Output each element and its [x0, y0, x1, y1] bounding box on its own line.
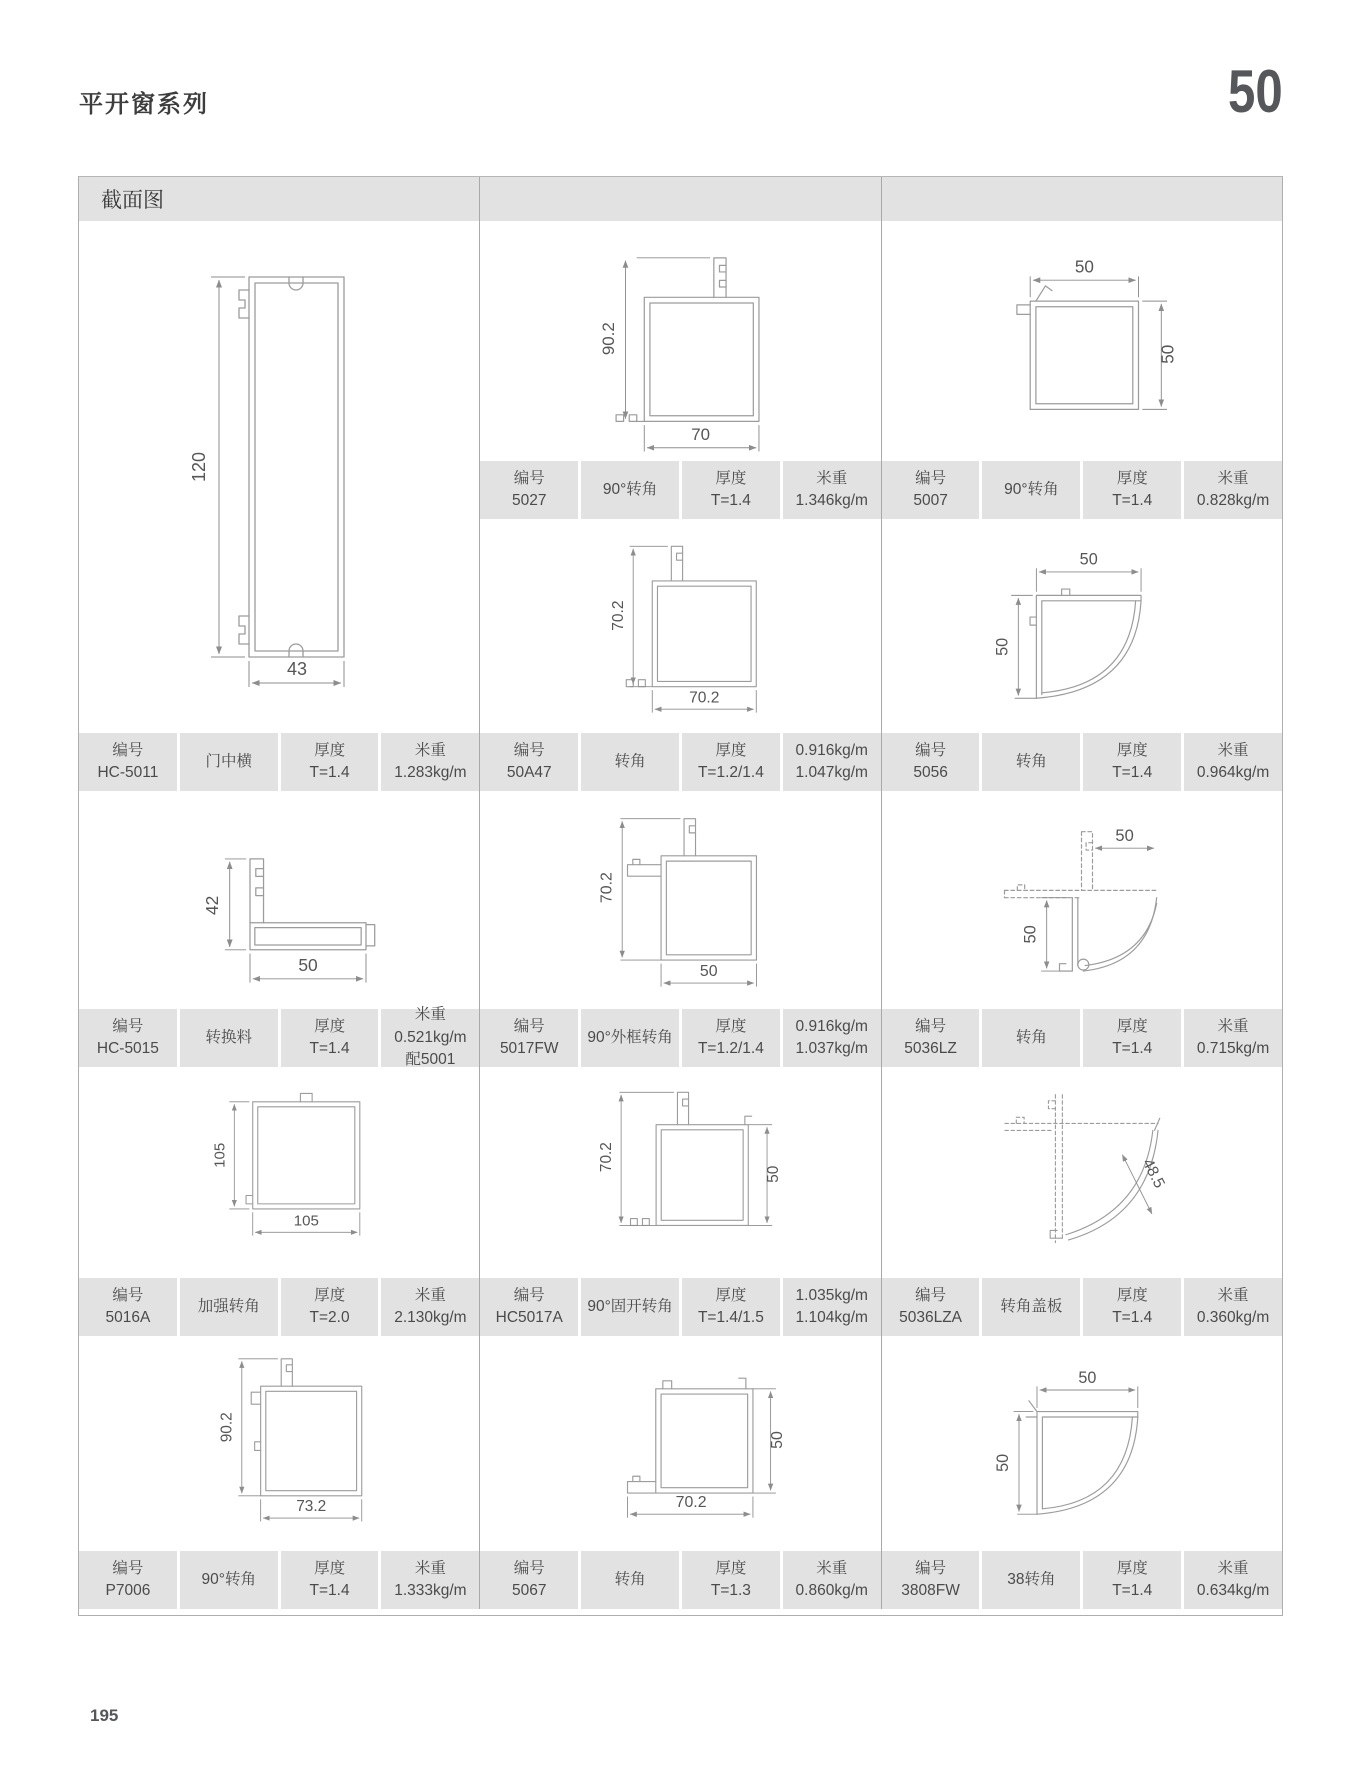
- spec-weight-cell: [1184, 733, 1282, 791]
- spec-code-cell: [480, 733, 578, 791]
- spec-cell-line: 编号: [112, 1286, 144, 1304]
- spec-name-cell: [180, 1278, 278, 1336]
- table-body: [79, 221, 1282, 1615]
- spec-cell-line: 1.035kg/m: [795, 1286, 868, 1304]
- dim-label-right: 50: [769, 1430, 787, 1449]
- profile-cell-5056: [882, 519, 1282, 791]
- spec-thickness-cell: [682, 461, 780, 519]
- spec-cell-line: 编号: [513, 741, 545, 759]
- spec-thickness-cell: [1083, 461, 1181, 519]
- spec-cell-line: HC-5015: [96, 1040, 159, 1057]
- spec-cell-line: 90°转角: [201, 1570, 256, 1588]
- profile-cell-HC5017A: [480, 1067, 880, 1336]
- spec-strip: [480, 1551, 880, 1609]
- spec-code-cell: [882, 1278, 980, 1336]
- spec-strip: [882, 733, 1282, 791]
- spec-cell-line: 厚度: [715, 1559, 747, 1577]
- spec-cell-line: 5056: [913, 764, 948, 781]
- dim-label-left: 70.2: [610, 600, 628, 631]
- dim-label-top: 50: [1115, 826, 1135, 845]
- spec-cell-line: HC-5011: [97, 764, 159, 781]
- profile-drawing-svg: [947, 1354, 1217, 1534]
- spec-cell-line: 0.964kg/m: [1196, 764, 1270, 781]
- profile-cell-P7006: [79, 1336, 479, 1609]
- spec-cell-line: 编号: [513, 1017, 545, 1035]
- spec-cell-line: 编号: [915, 1286, 947, 1304]
- spec-cell-line: 50A47: [506, 764, 552, 781]
- spec-strip: [79, 1006, 479, 1069]
- spec-weight-cell: [1184, 1278, 1282, 1336]
- profile-drawing-svg: [154, 1070, 405, 1275]
- spec-strip: [480, 733, 880, 791]
- spec-cell-line: 编号: [112, 1559, 144, 1577]
- dim-label-left: 90.2: [218, 1411, 236, 1442]
- spec-cell-line: 5036LZA: [899, 1309, 963, 1326]
- spec-name-cell: [581, 1009, 679, 1067]
- spec-cell-line: 编号: [915, 741, 947, 759]
- table-header-band: [79, 177, 1282, 221]
- spec-cell-line: 2.130kg/m: [394, 1309, 467, 1326]
- spec-cell-line: 0.360kg/m: [1196, 1309, 1270, 1326]
- profile-cell-3808FW: [882, 1336, 1282, 1609]
- profile-drawing-svg: [548, 794, 813, 1006]
- spec-cell-line: 厚度: [314, 1559, 346, 1577]
- spec-weight-cell: [381, 1551, 479, 1609]
- spec-cell-line: 38转角: [1007, 1570, 1056, 1588]
- spec-name-cell: [982, 461, 1080, 519]
- spec-cell-line: 厚度: [1116, 469, 1148, 487]
- dim-label-left: 50: [1021, 925, 1040, 944]
- profile-drawing-svg: [129, 242, 429, 712]
- spec-cell-line: T=1.4: [1112, 1040, 1153, 1057]
- spec-weight-cell: [381, 733, 479, 791]
- spec-thickness-cell: [682, 733, 780, 791]
- spec-cell-line: 5027: [512, 492, 547, 509]
- spec-cell-line: P7006: [105, 1582, 151, 1599]
- spec-cell-line: 编号: [513, 1286, 545, 1304]
- spec-name-cell: [581, 733, 679, 791]
- profile-drawing: [882, 519, 1282, 733]
- spec-cell-line: 0.916kg/m: [795, 1017, 868, 1035]
- spec-cell-line: 米重: [816, 469, 848, 487]
- spec-cell-line: T=2.0: [309, 1309, 350, 1326]
- spec-code-cell: [79, 1009, 177, 1067]
- column-1: [79, 221, 479, 1609]
- spec-cell-line: 编号: [513, 469, 545, 487]
- profile-drawing-svg: [134, 799, 424, 1002]
- profile-drawing: [79, 1336, 479, 1551]
- spec-thickness-cell: [281, 1009, 379, 1067]
- profile-cell-5016A: [79, 1067, 479, 1336]
- column-2: [479, 221, 880, 1609]
- spec-code-cell: [882, 461, 980, 519]
- spec-cell-line: 米重: [1217, 469, 1249, 487]
- spec-weight-cell: [381, 1278, 479, 1336]
- spec-cell-line: HC5017A: [495, 1309, 563, 1326]
- spec-cell-line: 厚度: [715, 1017, 747, 1035]
- section-header-empty: [881, 177, 1282, 221]
- spec-cell-line: 转角: [614, 1570, 646, 1588]
- spec-name-cell: [982, 1551, 1080, 1609]
- spec-strip: [79, 1278, 479, 1336]
- spec-cell-line: T=1.4: [1112, 1309, 1153, 1326]
- dim-label-left: 70.2: [598, 872, 616, 904]
- spec-cell-line: T=1.4: [309, 1040, 350, 1057]
- spec-cell-line: 1.333kg/m: [394, 1582, 467, 1599]
- profile-cell-5017FW: [480, 791, 880, 1067]
- spec-cell-line: 编号: [915, 469, 947, 487]
- dim-label-bottom: 43: [287, 659, 308, 679]
- spec-cell-line: 米重: [816, 1559, 848, 1577]
- spec-code-cell: [882, 733, 980, 791]
- spec-name-cell: [180, 1009, 278, 1067]
- spec-cell-line: 米重: [1217, 741, 1249, 759]
- spec-name-cell: [180, 733, 278, 791]
- profile-cell-5027: [480, 221, 880, 519]
- spec-cell-line: 5067: [512, 1582, 547, 1599]
- spec-cell-line: 1.346kg/m: [795, 492, 868, 509]
- spec-name-cell: [982, 1009, 1080, 1067]
- spec-cell-line: T=1.4: [1112, 764, 1153, 781]
- spec-cell-line: 1.104kg/m: [795, 1309, 868, 1326]
- column-3: [881, 221, 1282, 1609]
- profile-cell-5007: [882, 221, 1282, 519]
- dim-label-left: 120: [189, 451, 210, 483]
- spec-strip: [882, 461, 1282, 519]
- profile-drawing: [480, 519, 880, 733]
- spec-cell-line: 厚度: [1116, 741, 1148, 759]
- profile-drawing: [79, 221, 479, 733]
- spec-cell-line: 厚度: [715, 1286, 747, 1304]
- dim-label-bottom: 50: [699, 962, 718, 980]
- spec-code-cell: [79, 1278, 177, 1336]
- spec-code-cell: [79, 1551, 177, 1609]
- spec-weight-cell: [1184, 461, 1282, 519]
- dim-label-right: 50: [1158, 344, 1178, 364]
- spec-thickness-cell: [1083, 1551, 1181, 1609]
- spec-thickness-cell: [281, 1551, 379, 1609]
- spec-cell-line: 0.634kg/m: [1196, 1582, 1270, 1599]
- spec-cell-line: 90°外框转角: [587, 1028, 673, 1046]
- spec-cell-line: 编号: [513, 1559, 545, 1577]
- spec-cell-line: 厚度: [715, 469, 747, 487]
- spec-cell-line: 米重0.521kg/m: [394, 1006, 467, 1046]
- profile-cell-5036LZ: [882, 791, 1282, 1067]
- page-number: 195: [90, 1706, 119, 1725]
- profile-drawing: [882, 221, 1282, 461]
- spec-thickness-cell: [1083, 733, 1181, 791]
- profile-cell-HC-5015: [79, 791, 479, 1067]
- dim-label-bottom: 70: [691, 424, 711, 444]
- spec-code-cell: [480, 1009, 578, 1067]
- spec-name-cell: [982, 1278, 1080, 1336]
- spec-strip: [882, 1009, 1282, 1067]
- profile-drawing-svg: [548, 1340, 813, 1548]
- spec-cell-line: 0.715kg/m: [1196, 1040, 1270, 1057]
- profile-drawing: [480, 1336, 880, 1551]
- dim-label-left: 42: [202, 895, 223, 915]
- spec-cell-line: 厚度: [314, 1286, 346, 1304]
- spec-cell-line: T=1.4: [710, 492, 751, 509]
- spec-weight-cell: [783, 1278, 881, 1336]
- spec-cell-line: 配5001: [405, 1051, 456, 1069]
- profile-drawing-svg: [151, 1339, 408, 1549]
- spec-cell-line: 米重: [1217, 1017, 1249, 1035]
- spec-name-cell: [982, 733, 1080, 791]
- spec-cell-line: T=1.2/1.4: [697, 1040, 764, 1057]
- spec-thickness-cell: [682, 1009, 780, 1067]
- spec-cell-line: 转角盖板: [1000, 1297, 1063, 1315]
- spec-thickness-cell: [1083, 1278, 1181, 1336]
- spec-weight-cell: [783, 733, 881, 791]
- spec-cell-line: 0.916kg/m: [795, 741, 868, 759]
- spec-cell-line: 3808FW: [901, 1582, 960, 1599]
- spec-cell-line: T=1.4: [309, 1582, 350, 1599]
- dim-label-top: 50: [1075, 257, 1095, 277]
- spec-cell-line: 编号: [915, 1559, 947, 1577]
- spec-cell-line: 门中横: [205, 752, 252, 770]
- spec-code-cell: [480, 1278, 578, 1336]
- profile-drawing: [882, 791, 1282, 1009]
- spec-name-cell: [581, 1278, 679, 1336]
- dim-label-top: 50: [1080, 550, 1099, 569]
- spec-thickness-cell: [281, 1278, 379, 1336]
- spec-cell-line: 厚度: [715, 741, 747, 759]
- spec-strip: [480, 1278, 880, 1336]
- spec-thickness-cell: [682, 1551, 780, 1609]
- section-header-empty: [479, 177, 880, 221]
- page-badge: 50: [1228, 58, 1283, 125]
- spec-cell-line: 米重: [414, 1559, 446, 1577]
- spec-cell-line: 厚度: [1116, 1559, 1148, 1577]
- spec-strip: [480, 461, 880, 519]
- series-title: 平开窗系列: [79, 91, 209, 118]
- profile-drawing-svg: [539, 224, 821, 459]
- spec-cell-line: T=1.4/1.5: [697, 1309, 764, 1326]
- spec-code-cell: [480, 461, 578, 519]
- profile-drawing: [480, 791, 880, 1009]
- spec-cell-line: 1.047kg/m: [795, 764, 868, 781]
- dim-label-top: 50: [1078, 1368, 1097, 1387]
- spec-cell-line: 5016A: [105, 1309, 151, 1326]
- spec-cell-line: 5036LZ: [904, 1040, 957, 1057]
- spec-cell-line: 厚度: [1116, 1017, 1148, 1035]
- spec-cell-line: 厚度: [314, 1017, 346, 1035]
- dim-label-bottom: 73.2: [295, 1497, 326, 1515]
- profile-drawing: [480, 221, 880, 461]
- dim-label-left: 90.2: [599, 321, 619, 355]
- profile-cell-HC-5011: [79, 221, 479, 791]
- spec-weight-cell: [381, 1006, 479, 1069]
- spec-thickness-cell: [682, 1278, 780, 1336]
- spec-cell-line: 转角: [614, 752, 646, 770]
- spec-cell-line: 5017FW: [499, 1040, 559, 1057]
- spec-name-cell: [581, 1551, 679, 1609]
- spec-cell-line: T=1.3: [710, 1582, 751, 1599]
- spec-code-cell: [882, 1009, 980, 1067]
- profile-drawing-svg: [939, 246, 1224, 436]
- spec-name-cell: [581, 461, 679, 519]
- spec-cell-line: 转换料: [205, 1028, 252, 1046]
- spec-cell-line: 1.037kg/m: [795, 1040, 868, 1057]
- spec-code-cell: [480, 1551, 578, 1609]
- dim-label-left: 70.2: [598, 1142, 616, 1173]
- spec-cell-line: 米重: [414, 1286, 446, 1304]
- spec-cell-line: 1.283kg/m: [394, 764, 467, 781]
- profile-drawing: [882, 1336, 1282, 1551]
- spec-code-cell: [882, 1551, 980, 1609]
- spec-cell-line: T=1.4: [1112, 1582, 1153, 1599]
- profile-drawing-svg: [951, 1073, 1212, 1273]
- profile-drawing-svg: [944, 806, 1219, 994]
- spec-cell-line: T=1.2/1.4: [697, 764, 764, 781]
- dim-label-left: 50: [994, 1453, 1013, 1472]
- spec-cell-line: 转角: [1015, 752, 1047, 770]
- profile-cell-50A47: [480, 519, 880, 791]
- spec-cell-line: 0.828kg/m: [1196, 492, 1270, 509]
- spec-cell-line: 米重: [1217, 1286, 1249, 1304]
- spec-strip: [79, 733, 479, 791]
- spec-cell-line: 厚度: [1116, 1286, 1148, 1304]
- dim-label-left: 105: [210, 1142, 228, 1168]
- profile-drawing-svg: [946, 534, 1217, 719]
- spec-weight-cell: [783, 461, 881, 519]
- dim-label-bottom: 70.2: [689, 689, 720, 707]
- profile-drawing: [480, 1067, 880, 1278]
- spec-strip: [480, 1009, 880, 1067]
- dim-label-bottom: 105: [293, 1212, 319, 1230]
- spec-cell-line: 米重: [414, 741, 446, 759]
- spec-name-cell: [180, 1551, 278, 1609]
- spec-cell-line: 90°固开转角: [587, 1297, 673, 1315]
- spec-strip: [882, 1278, 1282, 1336]
- spec-strip: [79, 1551, 479, 1609]
- profile-cell-5036LZA: [882, 1067, 1282, 1336]
- spec-weight-cell: [783, 1009, 881, 1067]
- spec-cell-line: 转角: [1015, 1028, 1047, 1046]
- spec-cell-line: T=1.4: [1112, 492, 1153, 509]
- spec-cell-line: 5007: [913, 492, 948, 509]
- dim-label-bottom: 50: [298, 954, 318, 975]
- profile-table: [78, 176, 1283, 1616]
- spec-cell-line: 编号: [915, 1017, 947, 1035]
- spec-cell-line: 编号: [112, 741, 144, 759]
- spec-cell-line: 90°转角: [1004, 480, 1059, 498]
- page-header: [79, 58, 1283, 125]
- spec-cell-line: 90°转角: [602, 480, 658, 498]
- dim-label-right: 50: [765, 1165, 783, 1183]
- spec-weight-cell: [783, 1551, 881, 1609]
- spec-thickness-cell: [281, 733, 379, 791]
- profile-drawing: [882, 1067, 1282, 1278]
- dim-label-diagonal: 48.5: [1139, 1155, 1169, 1191]
- spec-thickness-cell: [1083, 1009, 1181, 1067]
- profile-drawing-svg: [552, 1070, 808, 1275]
- dim-label-bottom: 70.2: [675, 1493, 707, 1511]
- spec-strip: [882, 1551, 1282, 1609]
- dim-label-left: 50: [993, 637, 1012, 656]
- profile-drawing: [79, 1067, 479, 1278]
- spec-code-cell: [79, 733, 177, 791]
- section-header-label: 截面图: [101, 189, 164, 212]
- spec-cell-line: T=1.4: [309, 764, 350, 781]
- profile-drawing-svg: [550, 522, 810, 730]
- spec-weight-cell: [1184, 1009, 1282, 1067]
- spec-cell-line: 米重: [1217, 1559, 1249, 1577]
- profile-drawing: [79, 791, 479, 1009]
- spec-cell-line: 0.860kg/m: [795, 1582, 868, 1599]
- spec-weight-cell: [1184, 1551, 1282, 1609]
- spec-cell-line: 加强转角: [197, 1297, 260, 1315]
- profile-cell-5067: [480, 1336, 880, 1609]
- spec-cell-line: 厚度: [314, 741, 346, 759]
- spec-cell-line: 编号: [112, 1017, 144, 1035]
